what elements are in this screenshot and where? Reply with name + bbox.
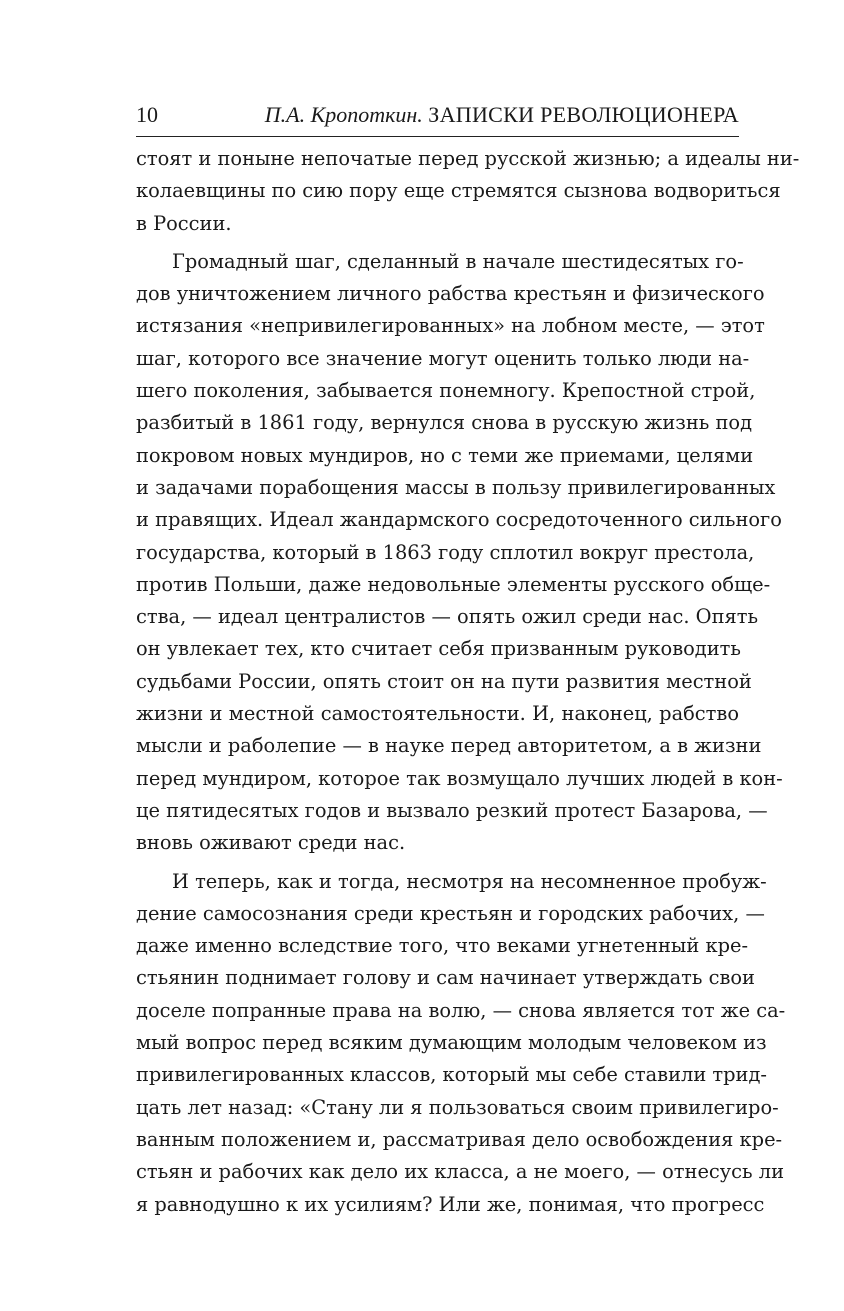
body-text: [136, 143, 800, 1221]
text-line: ванным положением и, рассматривая дело освобождения кре-: [136, 1127, 783, 1151]
paragraph: [136, 246, 783, 860]
text-line: колаевщины по сию пору еще стремятся сызнова водвориться: [136, 179, 781, 203]
text-line: мый вопрос перед всяким думающим молодым человеком из: [136, 1031, 767, 1055]
text-line: жизни и местной самостоятельности. И, наконец, рабство: [136, 702, 739, 726]
text-line: стьян и рабочих как дело их класса, а не моего, — отнесусь ли: [136, 1160, 785, 1184]
text-line: в России.: [136, 211, 232, 235]
text-line: истязания «непривилегированных» на лобном месте, — этот: [136, 314, 765, 338]
paragraph: [136, 866, 786, 1221]
text-line: даже именно вследствие того, что веками угнетенный кре-: [136, 934, 749, 958]
text-line: покровом новых мундиров, но с теми же приемами, целями: [136, 443, 754, 467]
text-line: Громадный шаг, сделанный в начале шестидесятых го-: [172, 249, 744, 273]
header-rule: [136, 136, 739, 137]
text-line: И теперь, как и тогда, несмотря на несомненное пробуж-: [172, 869, 767, 893]
running-head-title: ЗАПИСКИ РЕВОЛЮЦИОНЕРА: [428, 102, 739, 127]
page-header: [136, 96, 739, 130]
paragraph: [136, 143, 800, 240]
page-number: 10: [136, 102, 158, 127]
running-head: [265, 100, 739, 130]
text-line: мысли и раболепие — в науке перед авторитетом, а в жизни: [136, 734, 762, 758]
text-line: перед мундиром, которое так возмущало лучших людей в кон-: [136, 766, 783, 790]
text-line: разбитый в 1861 году, вернулся снова в русскую жизнь под: [136, 411, 753, 435]
text-line: привилегированных классов, который мы себе ставили трид-: [136, 1063, 767, 1087]
text-line: цать лет назад: «Стану ли я пользоваться своим привилегиро-: [136, 1095, 779, 1119]
text-line: судьбами России, опять стоит он на пути развития местной: [136, 669, 752, 693]
text-line: ства, — идеал централистов — опять ожил среди нас. Опять: [136, 605, 759, 629]
text-line: государства, который в 1863 году сплотил вокруг престола,: [136, 540, 755, 564]
text-line: я равнодушно к их усилиям? Или же, понимая, что прогресс: [136, 1192, 765, 1216]
text-line: стьянин поднимает голову и сам начинает утверждать свои: [136, 966, 755, 990]
text-line: доселе попранные права на волю, — снова является тот же са-: [136, 998, 786, 1022]
text-line: дов уничтожением личного рабства крестьян и физического: [136, 282, 765, 306]
text-line: шаг, которого все значение могут оценить только люди на-: [136, 346, 750, 370]
text-line: и задачами порабощения массы в пользу привилегированных: [136, 475, 776, 499]
text-line: дение самосознания среди крестьян и городских рабочих, —: [136, 901, 765, 925]
text-line: шего поколения, забывается понемногу. Крепостной строй,: [136, 379, 756, 403]
running-head-author: П.А. Кропоткин.: [264, 102, 423, 127]
text-line: це пятидесятых годов и вызвало резкий протест Базарова, —: [136, 798, 768, 822]
text-line: вновь оживают среди нас.: [136, 831, 406, 855]
text-line: стоят и поныне непочатые перед русской жизнью; а идеалы ни-: [136, 147, 800, 170]
text-line: он увлекает тех, кто считает себя призванным руководить: [136, 637, 741, 661]
text-line: и правящих. Идеал жандармского сосредоточенного сильного: [136, 508, 782, 532]
text-line: против Польши, даже недовольные элементы русского обще-: [136, 572, 771, 596]
